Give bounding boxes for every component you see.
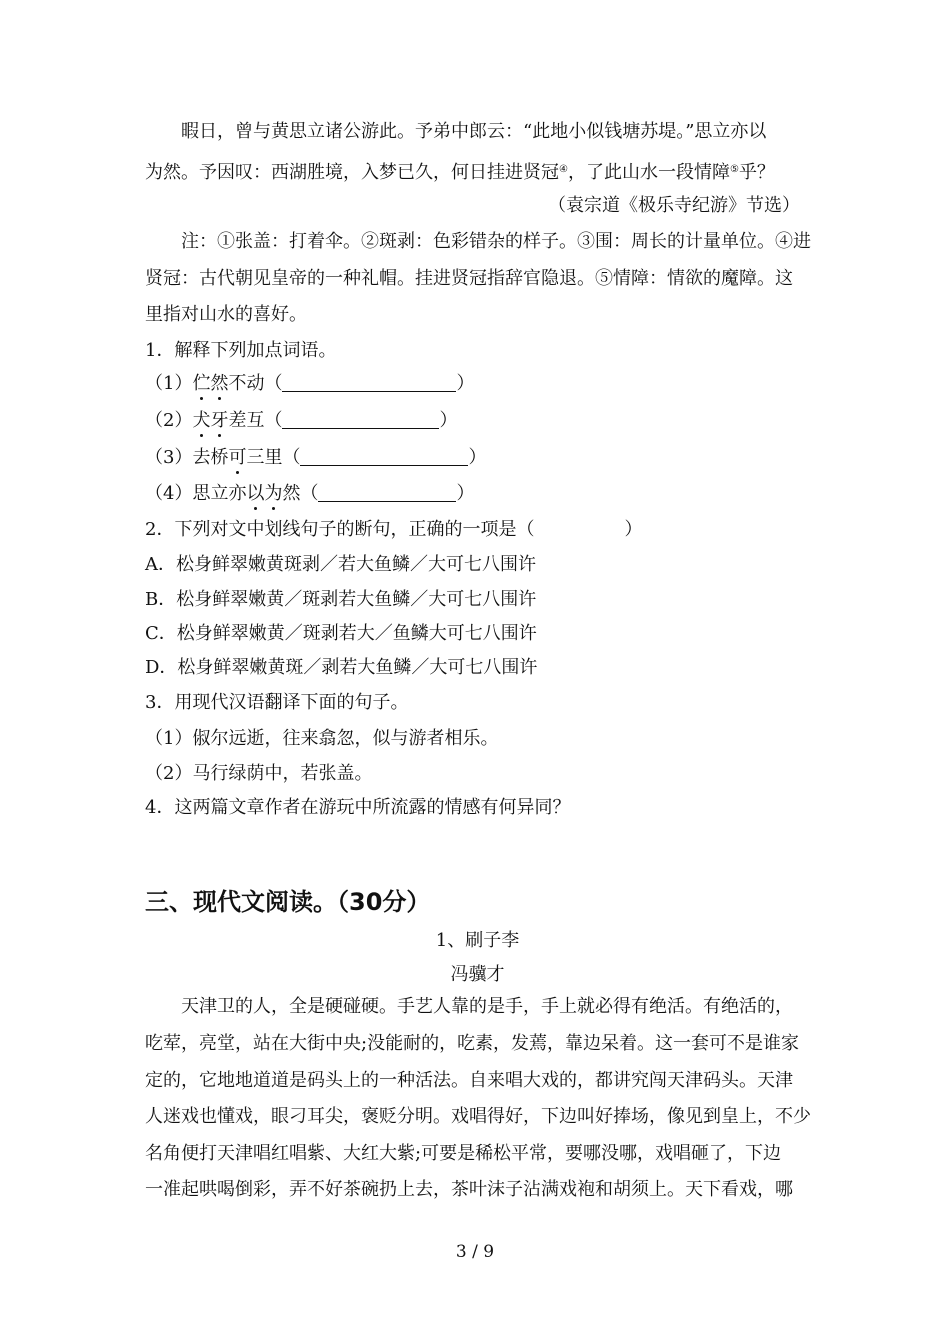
article-line-5: 名角便打天津唱红唱紫、大红大紫;可要是稀松平常，要哪没哪，戏唱砸了，下边 bbox=[145, 1143, 782, 1164]
question-2-option-a[interactable]: A．松身鲜翠嫩黄斑剥／若大鱼鳞／大可七八围许 bbox=[145, 554, 536, 575]
article-line-6: 一准起哄喝倒彩，弄不好茶碗扔上去，茶叶沫子沾满戏袍和胡须上。天下看戏，哪 bbox=[145, 1179, 793, 1200]
question-3-item-1: （1）俶尔远逝，往来翕忽，似与游者相乐。 bbox=[145, 728, 499, 749]
answer-blank-3[interactable] bbox=[300, 447, 468, 466]
question-2-option-c[interactable]: C．松身鲜翠嫩黄／斑剥若大／鱼鳞大可七八围许 bbox=[145, 623, 537, 644]
question-3-item-2: （2）马行绿荫中，若张盖。 bbox=[145, 763, 373, 784]
question-1-item-1: （1）伫然不动（ ） bbox=[145, 373, 475, 394]
question-2-option-d[interactable]: D．松身鲜翠嫩黄斑／剥若大鱼鳞／大可七八围许 bbox=[145, 657, 538, 678]
article-line-4: 人迷戏也懂戏，眼刁耳尖，褒贬分明。戏唱得好，下边叫好捧场，像见到皇上，不少 bbox=[145, 1106, 811, 1127]
question-4-title: 4．这两篇文章作者在游玩中所流露的情感有何异同？ bbox=[145, 797, 571, 818]
question-1-item-4: （4）思立亦以为然（ ） bbox=[145, 483, 475, 504]
passage-line-1: 暇日，曾与黄思立诸公游此。予弟中郎云：“此地小似钱塘苏堤。”思立亦以 bbox=[181, 121, 767, 142]
question-2-title: 2．下列对文中划线句子的断句，正确的一项是（ ） bbox=[145, 519, 643, 540]
question-1-item-3: （3）去桥可三里（ ） bbox=[145, 447, 487, 468]
notes-line-1: 注：①张盖：打着伞。②斑剥：色彩错杂的样子。③围：周长的计量单位。④进 bbox=[181, 231, 811, 252]
footnote-ref-4: ④ bbox=[559, 164, 568, 175]
article-line-3: 定的，它地地道道是码头上的一种活法。自来唱大戏的，都讲究闯天津码头。天津 bbox=[145, 1070, 793, 1091]
question-1-title: 1．解释下列加点词语。 bbox=[145, 340, 337, 361]
page-number: 3 / 9 bbox=[455, 1242, 495, 1262]
question-1-item-2: （2）犬牙差互（ ） bbox=[145, 410, 458, 431]
question-3-title: 3．用现代汉语翻译下面的句子。 bbox=[145, 692, 409, 713]
article-line-2: 吃荤，亮堂，站在大街中央;没能耐的，吃素，发蔫，靠边呆着。这一套可不是谁家 bbox=[145, 1033, 800, 1054]
notes-line-3: 里指对山水的喜好。 bbox=[145, 304, 307, 325]
passage-source: （袁宗道《极乐寺纪游》节选） bbox=[548, 195, 800, 216]
answer-blank-2[interactable] bbox=[282, 410, 439, 429]
article-title: 1、刷子李 bbox=[435, 930, 520, 951]
answer-blank-1[interactable] bbox=[282, 373, 456, 392]
question-2-option-b[interactable]: B．松身鲜翠嫩黄／斑剥若大鱼鳞／大可七八围许 bbox=[145, 589, 537, 610]
article-author: 冯骥才 bbox=[450, 964, 505, 985]
notes-line-2: 贤冠：古代朝见皇帝的一种礼帽。挂进贤冠指辞官隐退。⑤情障：情欲的魔障。这 bbox=[145, 268, 793, 289]
section-title: 三、现代文阅读。（30分） bbox=[145, 888, 431, 916]
article-line-1: 天津卫的人，全是硬碰硬。手艺人靠的是手，手上就必得有绝活。有绝活的， bbox=[181, 996, 793, 1017]
footnote-ref-5: ⑤ bbox=[729, 164, 739, 175]
passage-line-2: 为然。予因叹：西湖胜境，入梦已久，何日挂进贤冠④，了此山水一段情障⑤乎？ bbox=[145, 162, 775, 183]
answer-blank-4[interactable] bbox=[318, 483, 456, 502]
